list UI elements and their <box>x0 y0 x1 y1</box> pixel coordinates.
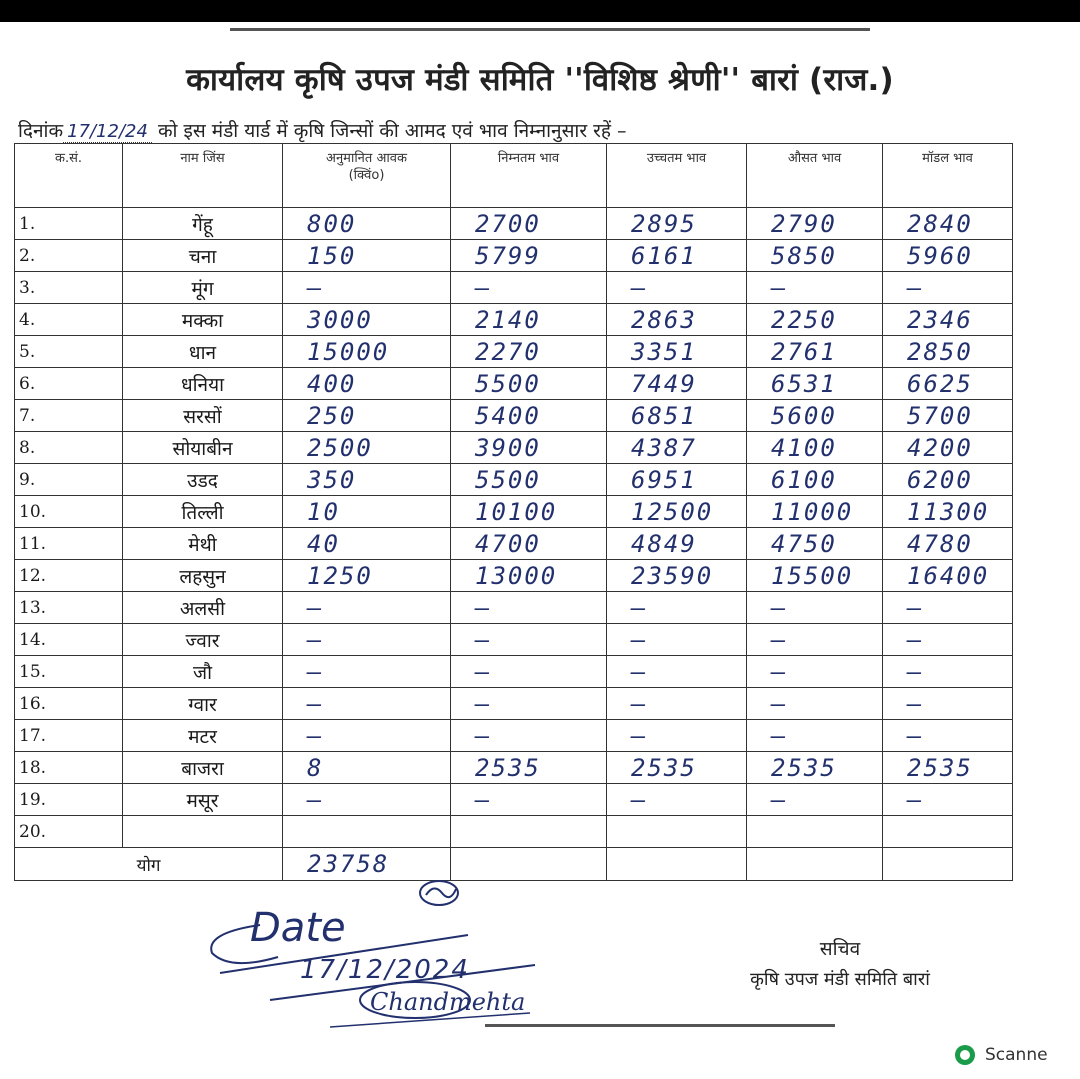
cell-serial: 14. <box>15 624 123 656</box>
total-label: योग <box>15 848 283 881</box>
cell-avg-price: — <box>747 688 883 720</box>
cell-avg-price: 15500 <box>747 560 883 592</box>
cell-avg-price: — <box>747 592 883 624</box>
cell-commodity: मक्का <box>123 304 283 336</box>
cell-modal-price <box>883 816 1013 848</box>
cell-max-price: 2895 <box>607 208 747 240</box>
cell-commodity: मसूर <box>123 784 283 816</box>
table-row <box>15 720 1013 752</box>
cell-avg-price: — <box>747 272 883 304</box>
cell-modal-price: 4200 <box>883 432 1013 464</box>
cell-commodity: बाजरा <box>123 752 283 784</box>
cell-avg-price: 2790 <box>747 208 883 240</box>
cell-max-price: — <box>607 688 747 720</box>
cell-avg-price: 2761 <box>747 336 883 368</box>
cell-min-price <box>451 816 607 848</box>
cell-commodity: चना <box>123 240 283 272</box>
intro-prefix: दिनांक <box>18 120 64 142</box>
cell-commodity: तिल्ली <box>123 496 283 528</box>
cell-arrival: 15000 <box>283 336 451 368</box>
cell-min-price: 5500 <box>451 368 607 400</box>
cell-arrival: — <box>283 624 451 656</box>
cell-serial: 13. <box>15 592 123 624</box>
cell-min-price: 13000 <box>451 560 607 592</box>
cell-commodity: मेथी <box>123 528 283 560</box>
total-arrival: 23758 <box>283 848 451 881</box>
cell-serial: 20. <box>15 816 123 848</box>
intro-suffix: को इस मंडी यार्ड में कृषि जिन्सों की आमद एवं भाव निम्नानुसार रहें – <box>157 120 627 142</box>
table-row <box>15 496 1013 528</box>
secretary-role: सचिव <box>819 938 861 960</box>
cell-max-price: 2535 <box>607 752 747 784</box>
cell-serial: 7. <box>15 400 123 432</box>
cell-modal-price: 11300 <box>883 496 1013 528</box>
cell-commodity: सरसों <box>123 400 283 432</box>
cell-min-price: — <box>451 624 607 656</box>
cell-arrival: 250 <box>283 400 451 432</box>
cell-min-price: — <box>451 272 607 304</box>
cell-commodity: अलसी <box>123 592 283 624</box>
cell-avg-price: 5600 <box>747 400 883 432</box>
cell-serial: 15. <box>15 656 123 688</box>
cell-avg-price <box>747 816 883 848</box>
cell-avg-price: 4750 <box>747 528 883 560</box>
table-row <box>15 592 1013 624</box>
cell-min-price: — <box>451 784 607 816</box>
table-row <box>15 368 1013 400</box>
cell-serial: 8. <box>15 432 123 464</box>
cell-commodity: ग्वार <box>123 688 283 720</box>
cell-arrival: — <box>283 592 451 624</box>
cell-avg-price: 2250 <box>747 304 883 336</box>
cell-min-price: 5799 <box>451 240 607 272</box>
cell-arrival: — <box>283 688 451 720</box>
cell-commodity: गेंहू <box>123 208 283 240</box>
header-serial: क.सं. <box>15 144 123 208</box>
cell-commodity: ज्वार <box>123 624 283 656</box>
cell-arrival: 8 <box>283 752 451 784</box>
cell-modal-price: — <box>883 624 1013 656</box>
cell-min-price: — <box>451 688 607 720</box>
cell-arrival: 2500 <box>283 432 451 464</box>
cell-max-price: — <box>607 784 747 816</box>
cell-modal-price: — <box>883 688 1013 720</box>
cell-min-price: 3900 <box>451 432 607 464</box>
signature-date-label: Date <box>250 905 346 951</box>
cell-max-price: 7449 <box>607 368 747 400</box>
table-row <box>15 688 1013 720</box>
intro-date: 17/12/24 <box>63 121 152 143</box>
table-row <box>15 816 1013 848</box>
office-title: कार्यालय कृषि उपज मंडी समिति ''विशिष्ठ श्रेणी'' बारां (राज.) <box>186 62 894 98</box>
cell-serial: 5. <box>15 336 123 368</box>
cell-avg-price: — <box>747 656 883 688</box>
cell-max-price: 6161 <box>607 240 747 272</box>
cell-avg-price: 6100 <box>747 464 883 496</box>
secretary-block <box>690 935 990 991</box>
cell-modal-price: — <box>883 720 1013 752</box>
cell-arrival: 150 <box>283 240 451 272</box>
cell-avg-price: 4100 <box>747 432 883 464</box>
cell-serial: 18. <box>15 752 123 784</box>
cell-commodity: मूंग <box>123 272 283 304</box>
cell-min-price: 2700 <box>451 208 607 240</box>
cell-modal-price: 2535 <box>883 752 1013 784</box>
cell-modal-price: — <box>883 592 1013 624</box>
cell-arrival: — <box>283 720 451 752</box>
cell-modal-price: — <box>883 656 1013 688</box>
cell-max-price: — <box>607 624 747 656</box>
cell-commodity: धनिया <box>123 368 283 400</box>
top-divider <box>230 28 870 31</box>
cell-modal-price: 16400 <box>883 560 1013 592</box>
cell-serial: 4. <box>15 304 123 336</box>
cell-arrival: — <box>283 272 451 304</box>
cell-avg-price: — <box>747 784 883 816</box>
cell-serial: 1. <box>15 208 123 240</box>
scanner-watermark <box>955 1040 1080 1070</box>
cell-serial: 16. <box>15 688 123 720</box>
cell-min-price: 10100 <box>451 496 607 528</box>
cell-modal-price: 6200 <box>883 464 1013 496</box>
cell-max-price: 12500 <box>607 496 747 528</box>
cell-avg-price: 5850 <box>747 240 883 272</box>
cell-commodity <box>123 816 283 848</box>
cell-avg-price: — <box>747 720 883 752</box>
cell-commodity: जौ <box>123 656 283 688</box>
table-row <box>15 208 1013 240</box>
header-commodity: नाम जिंस <box>123 144 283 208</box>
cell-max-price: — <box>607 720 747 752</box>
table-row <box>15 656 1013 688</box>
cell-serial: 11. <box>15 528 123 560</box>
cell-min-price: 4700 <box>451 528 607 560</box>
table-header-row <box>15 144 1013 208</box>
cell-arrival: 3000 <box>283 304 451 336</box>
header-modal-price: मॉडल भाव <box>883 144 1013 208</box>
header-min-price: निम्नतम भाव <box>451 144 607 208</box>
signature-name: Chandmehta <box>370 988 526 1016</box>
table-row <box>15 432 1013 464</box>
cell-min-price: 5500 <box>451 464 607 496</box>
cell-commodity: उडद <box>123 464 283 496</box>
header-arrival-text: अनुमानित आवक (क्विंo) <box>326 151 407 183</box>
cell-serial: 3. <box>15 272 123 304</box>
bottom-divider <box>485 1024 835 1027</box>
cell-min-price: 2270 <box>451 336 607 368</box>
cell-arrival: 800 <box>283 208 451 240</box>
table-row <box>15 752 1013 784</box>
table-row <box>15 304 1013 336</box>
cell-max-price <box>607 816 747 848</box>
cell-serial: 19. <box>15 784 123 816</box>
cell-modal-price: 2840 <box>883 208 1013 240</box>
table-row <box>15 624 1013 656</box>
cell-arrival: — <box>283 784 451 816</box>
cell-serial: 2. <box>15 240 123 272</box>
cell-max-price: 4387 <box>607 432 747 464</box>
cell-max-price: 23590 <box>607 560 747 592</box>
scanner-logo-icon <box>955 1045 975 1065</box>
cell-arrival: 10 <box>283 496 451 528</box>
header-max-price: उच्चतम भाव <box>607 144 747 208</box>
cell-avg-price: 2535 <box>747 752 883 784</box>
cell-arrival: 350 <box>283 464 451 496</box>
cell-min-price: 5400 <box>451 400 607 432</box>
table-row <box>15 272 1013 304</box>
cell-max-price: 3351 <box>607 336 747 368</box>
cell-arrival: — <box>283 656 451 688</box>
cell-max-price: — <box>607 656 747 688</box>
table-row <box>15 560 1013 592</box>
cell-max-price: — <box>607 592 747 624</box>
cell-min-price: 2535 <box>451 752 607 784</box>
cell-modal-price: 5960 <box>883 240 1013 272</box>
cell-arrival: 1250 <box>283 560 451 592</box>
cell-modal-price: — <box>883 784 1013 816</box>
cell-serial: 17. <box>15 720 123 752</box>
cell-modal-price: — <box>883 272 1013 304</box>
cell-min-price: 2140 <box>451 304 607 336</box>
secretary-org: कृषि उपज मंडी समिति बारां <box>750 969 930 990</box>
cell-min-price: — <box>451 592 607 624</box>
cell-max-price: — <box>607 272 747 304</box>
total-row <box>15 848 1013 881</box>
signature-date: 17/12/2024 <box>300 955 470 985</box>
cell-modal-price: 6625 <box>883 368 1013 400</box>
table-row <box>15 464 1013 496</box>
cell-serial: 12. <box>15 560 123 592</box>
header-avg-price: औसत भाव <box>747 144 883 208</box>
cell-commodity: सोयाबीन <box>123 432 283 464</box>
cell-arrival: 40 <box>283 528 451 560</box>
top-black-bar <box>0 0 1080 22</box>
cell-avg-price: 6531 <box>747 368 883 400</box>
cell-avg-price: 11000 <box>747 496 883 528</box>
table-row <box>15 400 1013 432</box>
cell-modal-price: 4780 <box>883 528 1013 560</box>
cell-arrival <box>283 816 451 848</box>
cell-modal-price: 2850 <box>883 336 1013 368</box>
table-row <box>15 336 1013 368</box>
table-row <box>15 528 1013 560</box>
commodity-price-table <box>14 143 1013 881</box>
cell-serial: 9. <box>15 464 123 496</box>
cell-serial: 10. <box>15 496 123 528</box>
scanner-text: Scanne <box>985 1045 1048 1065</box>
cell-max-price: 6951 <box>607 464 747 496</box>
cell-commodity: लहसुन <box>123 560 283 592</box>
cell-min-price: — <box>451 720 607 752</box>
cell-max-price: 4849 <box>607 528 747 560</box>
cell-modal-price: 5700 <box>883 400 1013 432</box>
cell-serial: 6. <box>15 368 123 400</box>
table-row <box>15 240 1013 272</box>
cell-max-price: 6851 <box>607 400 747 432</box>
cell-commodity: मटर <box>123 720 283 752</box>
total-empty-cell <box>747 848 883 881</box>
cell-min-price: — <box>451 656 607 688</box>
total-empty-cell <box>607 848 747 881</box>
cell-commodity: धान <box>123 336 283 368</box>
table-row <box>15 784 1013 816</box>
cell-avg-price: — <box>747 624 883 656</box>
cell-modal-price: 2346 <box>883 304 1013 336</box>
cell-arrival: 400 <box>283 368 451 400</box>
total-empty-cell <box>451 848 607 881</box>
header-arrival <box>283 144 451 208</box>
signature-block <box>200 905 560 1035</box>
total-empty-cell <box>883 848 1013 881</box>
cell-max-price: 2863 <box>607 304 747 336</box>
